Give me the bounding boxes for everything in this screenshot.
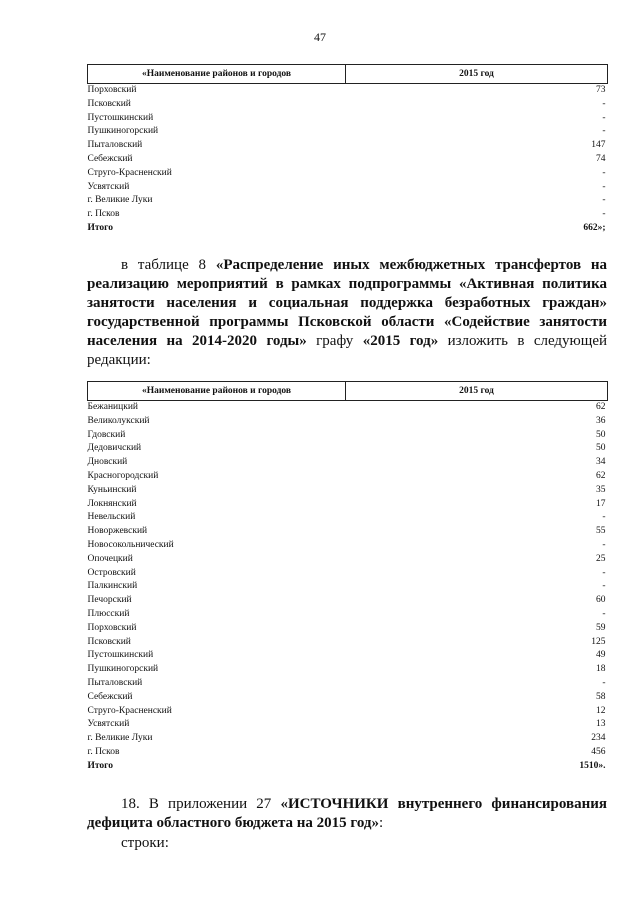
year-value: 62 xyxy=(596,470,606,481)
district-name: Струго-Красненский xyxy=(87,167,172,178)
districts-table-1 xyxy=(87,64,608,236)
text: в таблице 8 xyxy=(121,257,216,273)
table-row xyxy=(88,167,608,181)
district-name: Порховский xyxy=(87,85,137,95)
year-value: - xyxy=(602,112,606,123)
district-name: Дновский xyxy=(87,457,128,468)
district-name: Островский xyxy=(87,567,136,578)
year-value: 74 xyxy=(596,153,606,164)
year-value: - xyxy=(602,608,606,619)
text: : xyxy=(379,815,384,831)
year-value: - xyxy=(602,181,606,192)
table-row xyxy=(88,567,608,581)
year-value: 125 xyxy=(591,636,606,647)
district-name: Невельский xyxy=(87,512,136,523)
paragraph-table-8 xyxy=(87,256,607,370)
table-row xyxy=(88,622,608,636)
district-name: Куньинский xyxy=(87,484,137,495)
table-row xyxy=(88,181,608,195)
table-row xyxy=(88,746,608,760)
year-value: 18 xyxy=(596,664,606,675)
table-row xyxy=(88,539,608,553)
page-number: 47 xyxy=(314,30,326,44)
year-value: 62 xyxy=(596,402,606,412)
district-name: г. Великие Луки xyxy=(87,195,153,206)
year-value: 25 xyxy=(596,553,606,564)
table-row xyxy=(88,153,608,167)
year-value: - xyxy=(602,581,606,592)
year-value: - xyxy=(602,126,606,137)
year-value: 456 xyxy=(591,746,606,757)
header-year: 2015 год xyxy=(346,382,608,401)
year-value: 12 xyxy=(596,705,606,716)
header-district-name: «Наименование районов и городов xyxy=(88,65,346,84)
year-value: 147 xyxy=(591,140,606,151)
year-value: - xyxy=(602,567,606,578)
text: 18. В приложении 27 xyxy=(121,796,281,812)
bold-text: «ИСТОЧНИКИ внутреннего финансирования дефицита областного бюджета на 2015 год» xyxy=(87,796,608,831)
year-value: 73 xyxy=(596,85,606,95)
table-row xyxy=(88,484,608,498)
table-header-row xyxy=(88,382,608,401)
year-value: 55 xyxy=(596,526,606,537)
total-label: Итого xyxy=(87,760,114,771)
table-row xyxy=(88,732,608,746)
district-name: Пушкиногорский xyxy=(87,126,159,137)
table-body xyxy=(88,401,608,774)
table-row xyxy=(88,415,608,429)
district-name: Красногородский xyxy=(87,470,159,481)
year-value: - xyxy=(602,167,606,178)
district-name: Пустошкинский xyxy=(87,650,154,661)
district-name: Псковский xyxy=(87,636,131,647)
district-name: Новосокольнический xyxy=(87,539,174,550)
district-name: Плюсский xyxy=(87,608,130,619)
district-name: Локнянский xyxy=(87,498,137,509)
text: графу xyxy=(306,333,363,349)
year-value: - xyxy=(602,512,606,523)
table-row xyxy=(88,525,608,539)
table-row xyxy=(88,112,608,126)
year-value: 234 xyxy=(591,733,606,744)
total-value: 1510». xyxy=(579,760,606,771)
year-value: 58 xyxy=(596,691,606,702)
year-value: 35 xyxy=(596,484,606,495)
year-value: 60 xyxy=(596,595,606,606)
total-value: 662»; xyxy=(583,222,606,233)
district-name: Усвятский xyxy=(87,719,130,730)
year-value: - xyxy=(602,677,606,688)
district-name: Пыталовский xyxy=(87,140,143,151)
district-name: Гдовский xyxy=(87,429,126,440)
table-row xyxy=(88,98,608,112)
district-name: Опочецкий xyxy=(87,553,133,564)
table-row xyxy=(88,580,608,594)
table-row xyxy=(88,125,608,139)
table-row xyxy=(88,429,608,443)
year-value: 59 xyxy=(596,622,606,633)
table-body xyxy=(88,84,608,236)
district-name: Себежский xyxy=(87,153,133,164)
district-name: Палкинский xyxy=(87,581,138,592)
table-row xyxy=(88,470,608,484)
year-value: 50 xyxy=(596,429,606,440)
table-row xyxy=(88,594,608,608)
paragraph-rows-label: строки: xyxy=(121,835,169,851)
district-name: г. Псков xyxy=(87,209,120,220)
table-row xyxy=(88,84,608,98)
year-value: 17 xyxy=(596,498,606,509)
district-name: Порховский xyxy=(87,622,137,633)
year-value: - xyxy=(602,209,606,220)
district-name: Пустошкинский xyxy=(87,112,154,123)
year-value: - xyxy=(602,539,606,550)
district-name: Новоржевский xyxy=(87,526,148,537)
year-value: - xyxy=(602,98,606,109)
table-row xyxy=(88,636,608,650)
year-value: 36 xyxy=(596,415,606,426)
year-value: 13 xyxy=(596,719,606,730)
total-row xyxy=(88,760,608,774)
district-name: Бежаницкий xyxy=(87,402,138,412)
table-row xyxy=(88,511,608,525)
table-row xyxy=(88,677,608,691)
text: изложить в следующей редакции: xyxy=(87,333,608,368)
header-year: 2015 год xyxy=(346,65,608,84)
district-name: Печорский xyxy=(87,595,132,606)
district-name: Пыталовский xyxy=(87,677,143,688)
table-row xyxy=(88,456,608,470)
district-name: Усвятский xyxy=(87,181,130,192)
table-header-row xyxy=(88,65,608,84)
table-row xyxy=(88,705,608,719)
table-row xyxy=(88,691,608,705)
district-name: г. Псков xyxy=(87,746,120,757)
table-row xyxy=(88,608,608,622)
year-value: - xyxy=(602,195,606,206)
districts-table-2 xyxy=(87,381,608,774)
total-label: Итого xyxy=(87,222,114,233)
year-value: 50 xyxy=(596,443,606,454)
table-row xyxy=(88,663,608,677)
table-row xyxy=(88,553,608,567)
district-name: Струго-Красненский xyxy=(87,705,172,716)
paragraph-appendix-27 xyxy=(87,795,607,833)
table-row xyxy=(88,498,608,512)
year-value: 34 xyxy=(596,457,606,468)
table-row xyxy=(88,401,608,415)
table-row xyxy=(88,442,608,456)
district-name: Псковский xyxy=(87,98,131,109)
table-row xyxy=(88,194,608,208)
table-row xyxy=(88,718,608,732)
district-name: г. Великие Луки xyxy=(87,733,153,744)
district-name: Пушкиногорский xyxy=(87,664,159,675)
district-name: Дедовичский xyxy=(87,443,142,454)
bold-text: «Распределение иных межбюджетных трансфертов на реализацию мероприятий в рамках подпрограммы «Активная политика занятости населения и социальная поддержка безработных граждан» государственной программы Псковской области «Содействие занятости населения на 2014-2020 годы» xyxy=(87,257,608,349)
year-value: 49 xyxy=(596,650,606,661)
header-district-name: «Наименование районов и городов xyxy=(88,382,346,401)
district-name: Себежский xyxy=(87,691,133,702)
table-row xyxy=(88,649,608,663)
table-row xyxy=(88,208,608,222)
total-row xyxy=(88,222,608,236)
bold-text: «2015 год» xyxy=(362,333,439,349)
district-name: Великолукский xyxy=(87,415,150,426)
table-row xyxy=(88,139,608,153)
